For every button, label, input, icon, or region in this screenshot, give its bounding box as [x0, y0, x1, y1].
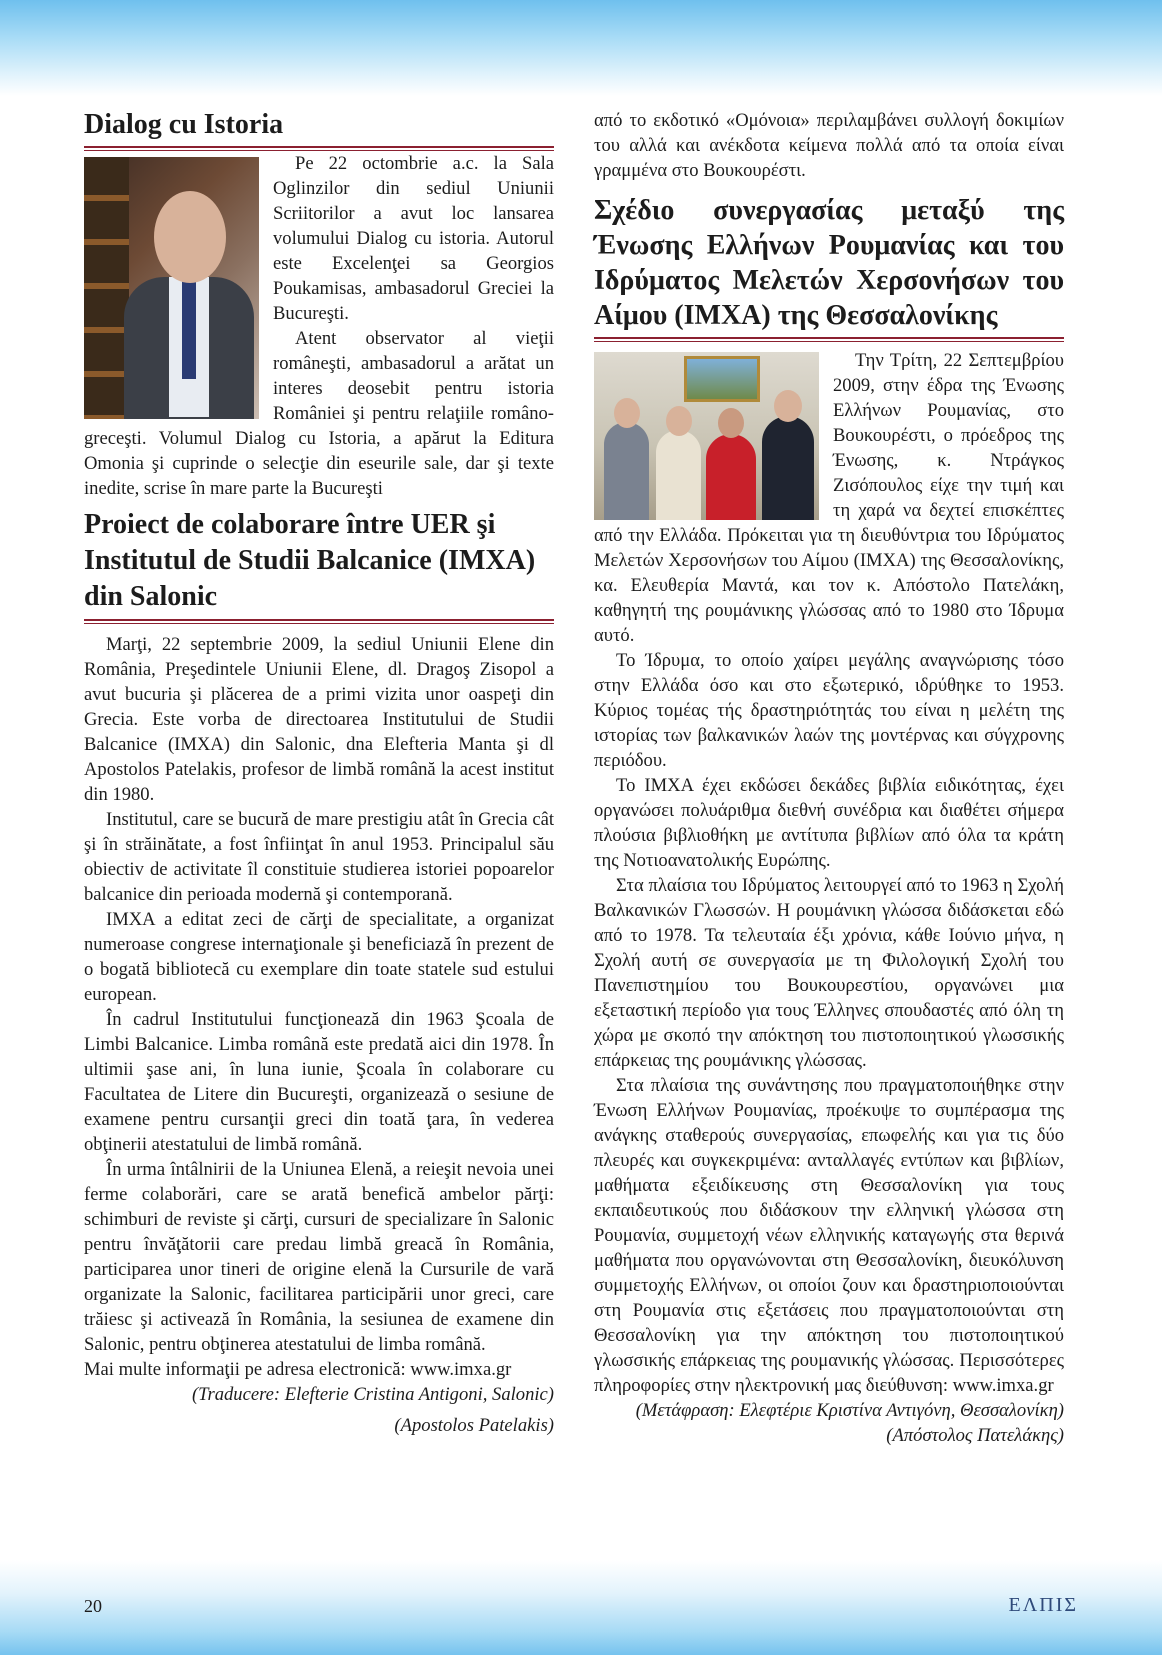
title-rule-thin	[594, 341, 1064, 342]
magazine-name: ΕΛΠΙΣ	[1008, 1594, 1078, 1616]
section-title-proiect: Proiect de colaborare între UER şi Institutul de Studii Balcanice (IMXA) din Salonic	[84, 509, 536, 612]
dialog-paragraph-2: Atent observator al vieţii româneşti, ambasadorul a arătat un interes deosebit pentru istoria României şi pentru relaţiile româno-greceşti. Volumul Dialog cu Istoria, a apărut la Editura Omonia şi cuprinde o selecţie din eseurile sale, dar şi texte inedite, scrise în mare parte la Bucureşti	[84, 328, 554, 499]
person-1-head	[614, 398, 640, 428]
head-graphic	[154, 191, 226, 283]
proiect-paragraph: IMXA a editat zeci de cărţi de specialitate, a organizat numeroase congrese internaţionale şi beneficiază în prezent de o bogată bibliotecă cu exemplare din toate statele sud estului european.	[84, 909, 554, 1005]
proiect-paragraph: Marţi, 22 septembrie 2009, la sediul Uniunii Elene din România, Preşedintele Uniunii Elene, dl. Dragoş Zisopol a avut bucuria şi plăcerea de a primi vizita unor oaspeţi din Grecia. Este vorba de directoarea Institutului de Studii Balcanice (IMXA) din Salonic, dna Elefteria Manta şi dl Apostolos Patelakis, profesor de limbă română la acest institut din 1980.	[84, 634, 554, 805]
section-title-dialog: Dialog cu Istoria	[84, 109, 284, 140]
title-rule	[84, 619, 554, 621]
tie-graphic	[182, 279, 196, 379]
author-credit: (Apostolos Patelakis)	[394, 1415, 554, 1436]
bottom-gradient-band	[0, 1560, 1162, 1655]
greek-paragraph: Το Ίδρυμα, το οποίο χαίρει μεγάλης αναγνώρισης τόσο στην Ελλάδα όσο και στο εξωτερικό, ιδρύθηκε το 1953. Κύριος τομέας τής δραστηριότητάς του είναι η μελέτη της ιστορίας των βαλκανικών λαών της μοντέρνας και σύγχρονης περιόδου.	[594, 650, 1064, 771]
dialog-paragraph-1: Pe 22 octombrie a.c. la Sala Oglinzilor din sediul Uniunii Scriitorilor a avut loc lansarea volumului Dialog cu istoria. Autorul este Excelenţei sa Georgios Poukamisas, ambasadorul Greciei la Bucureşti.	[273, 153, 554, 324]
title-rule	[84, 146, 554, 148]
person-4-head	[774, 390, 802, 422]
painting-graphic	[684, 356, 760, 402]
bookshelf-graphic	[84, 157, 129, 419]
proiect-paragraph: În urma întâlnirii de la Uniunea Elenă, a reieşit nevoia unei ferme colaborări, care se arată benefică ambelor părţi: schimburi de reviste şi cărţi, cursuri de specializare în Salonic pentru învăţătorii care predau limbă greacă în România, participarea unor tineri de origine elenă la Cursurile de vară organizate la Salonic, facilitarea participării unor greci, care trăiesc şi activează în România, la sesiunea de examene din Salonic, pentru obţinerea atestatului de limba română.	[84, 1159, 554, 1355]
greek-section-title: Σχέδιο συνεργασίας μεταξύ της Ένωσης Ελλήνων Ρουμανίας και του Ιδρύματος Μελετών Χερσονήσων του Αίμου (ΙΜΧΑ) της Θεσσαλονίκης	[594, 195, 1064, 331]
greek-paragraph: Το ΙΜΧΑ έχει εκδώσει δεκάδες βιβλία ειδικότητας, έχει οργανώσει πολυάριθμα διεθνή συνέδρια και διαθέτει σήμερα πλούσια βιβλιοθήκη με αντίτυπα βιβλίων από όλα τα κράτη της Νοτιοανατολικής Ευρώπης.	[594, 775, 1064, 871]
person-2-head	[666, 406, 692, 436]
greek-paragraph: Την Τρίτη, 22 Σεπτεμβρίου 2009, στην έδρα της Ένωσης Ελλήνων Ρουμανίας, στο Βουκουρέστι, ο πρόεδρος της Ένωσης, κ. Ντράγκος Ζισόπουλος είχε την τιμή και τη χαρά να δεχτεί επισκέπτες από την Ελλάδα. Πρόκειται για τη διευθύντρια του Ιδρύματος Μελετών Χερσονήσων του Αίμου (ΙΜΧΑ) της Θεσσαλονίκης, κα. Ελευθερία Μαντά, και τον κ. Απόστολο Πατελάκη, καθηγητή της ρουμάνικης γλώσσας από το 1980 στο Ίδρυμα αυτό.	[594, 350, 1064, 646]
greek-translator-credit: (Μετάφραση: Ελεφτέριε Κριστίνα Αντιγόνη, Θεσσαλονίκη)	[635, 1400, 1064, 1421]
person-2-graphic	[656, 430, 701, 520]
translator-credit: (Traducere: Elefterie Cristina Antigoni, Salonic)	[191, 1384, 554, 1405]
person-3-graphic	[706, 434, 756, 520]
meeting-photo	[594, 352, 819, 520]
person-4-graphic	[762, 416, 814, 520]
greek-paragraph: Στα πλαίσια της συνάντησης που πραγματοποιήθηκε στην Ένωση Ελλήνων Ρουμανίας, προέκυψε το συμπέρασμα της ανάγκης σταθερούς συνεργασίας, επωφελής και για τις δύο πλευρές και συγκεκριμένα: ανταλλαγές εντύπων και βιβλίων, μαθήματα εξειδίκευσης στη Θεσσαλονίκη για τους εκπαιδευτικούς που διδάσκουν την ελληνική γλώσσα στη Ρουμανία, συμμετοχή νέων ελληνικής καταγωγής στα θερινά μαθήματα που οργανώνονται στη Θεσσαλονίκη, διευκόλυνση συμμετοχής Ελλήνων, οι οποίοι ζουν και δραστηριοποιούνται στη Ρουμανία στις εξετάσεις που πραγματοποιούνται στη Θεσσαλονίκη για την απόκτηση του πιστοποιητικού γλωσσικής επάρκειας της ρουμανικής γλώσσας. Περισσότερες πληροφορίες στην ηλεκτρονική μας διεύθυνση: www.imxa.gr	[594, 1075, 1064, 1396]
proiect-paragraph: În cadrul Institutului funcţionează din 1963 Şcoala de Limbi Balcanice. Limba română este predată aici din 1978. În ultimii şase ani, în luna iunie, Şcoala în colaborare cu Facultatea de Litere din Bucureşti, organizează o sesiune de examene pentru cursanţii greci din toată ţara, în vederea obţinerii atestatului de limbă română.	[84, 1009, 554, 1155]
title-rule	[594, 337, 1064, 339]
proiect-body	[84, 632, 554, 1438]
page-number: 20	[84, 1596, 102, 1616]
greek-author-credit: (Απόστολος Πατελάκης)	[886, 1425, 1064, 1446]
greek-paragraph: Στα πλαίσια του Ιδρύματος λειτουργεί από το 1963 η Σχολή Βαλκανικών Γλωσσών. Η ρουμάνικη γλώσσα διδάσκεται εδώ από το 1978. Τα τελευταία έξι χρόνια, κάθε Ιούνιο μήνα, η Σχολή αυτή σε συνεργασία με τη Φιλολογική Σχολή του Πανεπιστημίου του Βουκουρεστίου, οργανώνει μια εξεταστική περίοδο για τους Έλληνες σπουδαστές από όλη τη χώρα με σκοπό την απόκτηση του πιστοποιητικού γλωσσικής επάρκειας της ρουμάνικης γλώσσας.	[594, 875, 1064, 1071]
right-column	[594, 108, 1064, 1448]
top-gradient-band	[0, 0, 1162, 96]
person-1-graphic	[604, 422, 649, 520]
ambassador-photo	[84, 157, 259, 419]
title-rule-thin	[84, 623, 554, 624]
greek-intro-paragraph: από το εκδοτικό «Ομόνοια» περιλαμβάνει συλλογή δοκιμίων του αλλά και ανέκδοτα κείμενα πολλά από τα οποία είναι γραμμένα στο Βουκουρέστι.	[594, 110, 1064, 181]
more-info-line: Mai multe informaţii pe adresa electronică: www.imxa.gr	[84, 1359, 512, 1380]
left-column	[84, 108, 554, 1438]
person-3-head	[718, 408, 744, 438]
proiect-paragraph: Institutul, care se bucură de mare prestigiu atât în Grecia cât şi în străinătate, a fost înfiinţat în anul 1953. Principalul său obiectiv de activitate îl constituie studierea istoriei popoarelor balcanice din perioada modernă şi contemporană.	[84, 809, 554, 905]
